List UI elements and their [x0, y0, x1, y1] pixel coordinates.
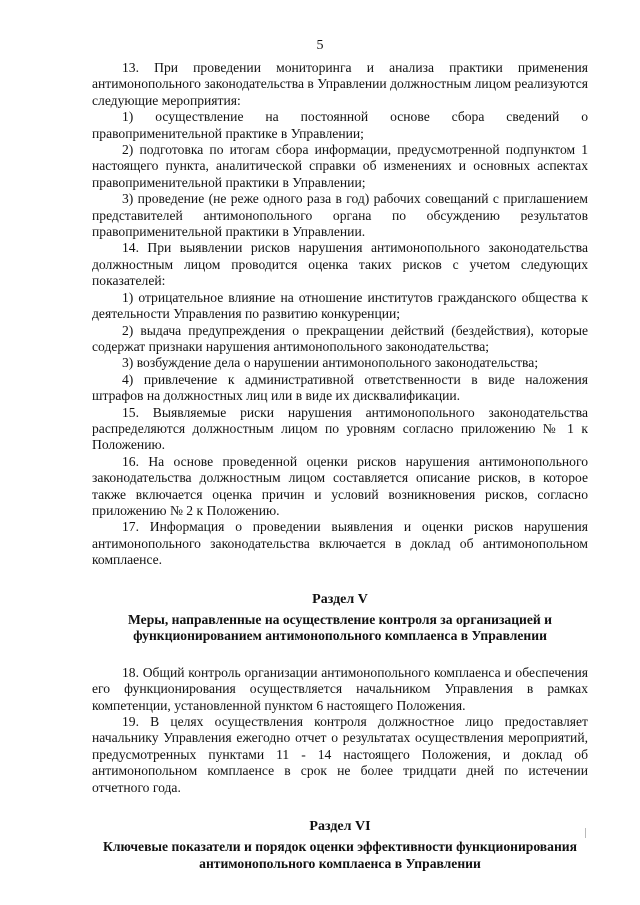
section-5-title: Меры, направленные на осуществление контроля за организацией и функционированием антимонопольного комплаенса в Управлении	[128, 611, 552, 644]
paragraph-13: 13. При проведении мониторинга и анализа практики применения антимонопольного законодательства в Управлении должностным лицом реализуются следующие мероприятия:	[92, 60, 588, 108]
page-number: 5	[316, 38, 324, 53]
paragraph-14-item-2: 2) выдача предупреждения о прекращении действий (бездействия), которые содержат признаки нарушения антимонопольного законодательства;	[92, 322, 588, 354]
paragraph-13-item-2: 2) подготовка по итогам сбора информации, предусмотренной подпунктом 1 настоящего пункта, аналитической справки об изменениях и основных аспектах правоприменительной практики в Управлении;	[92, 142, 588, 190]
margin-mark	[585, 828, 586, 838]
paragraph-14-item-1: 1) отрицательное влияние на отношение институтов гражданского общества к деятельности Управления по развитию конкуренции;	[92, 289, 588, 322]
section-5-label: Раздел V	[312, 591, 368, 607]
paragraph-19: 19. В целях осуществления контроля должностное лицо предоставляет начальнику Управления ежегодно отчет о результатах осуществления мероприятий, предусмотренных пунктами 11 - 14 настоящего Положения, и доклад об антимонопольном комплаенсе в срок не более тридцати дней по истечении отчетного года.	[92, 714, 588, 795]
paragraph-13-item-1: 1) осуществление на постоянной основе сбора сведений о правоприменительной практике в Управлении;	[92, 109, 588, 141]
paragraph-14-item-4: 4) привлечение к административной ответственности в виде наложения штрафов на должностных лиц или в виде их дисквалификации.	[92, 371, 588, 404]
section-6-title: Ключевые показатели и порядок оценки эффективности функционирования антимонопольного комплаенса в Управлении	[103, 839, 577, 871]
paragraph-14: 14. При выявлении рисков нарушения антимонопольного законодательства должностным лицом проводится оценка таких рисков с учетом следующих показателей:	[92, 240, 588, 289]
paragraph-17: 17. Информация о проведении выявления и оценки рисков нарушения антимонопольного законодательства включается в доклад об антимонопольном комплаенсе.	[92, 519, 588, 568]
paragraph-16: 16. На основе проведенной оценки рисков нарушения антимонопольного законодательства должностным лицом составляется описание рисков, в которое также включается оценка причин и условий возникновения рисков, согласно приложению № 2 к Положению.	[92, 453, 588, 518]
paragraph-18: 18. Общий контроль организации антимонопольного комплаенса и обеспечения его функционирования осуществляется начальником Управления в рамках компетенции, установленной пунктом 6 настоящего Положения.	[92, 664, 588, 713]
document-body	[92, 60, 588, 872]
section-6-label: Раздел VI	[309, 819, 371, 835]
paragraph-14-item-3: 3) возбуждение дела о нарушении антимонопольного законодательства;	[122, 355, 539, 371]
paragraph-13-item-3: 3) проведение (не реже одного раза в год) рабочих совещаний с приглашением представителей антимонопольного органа по обсуждению результатов правоприменительной практики в Управлении.	[92, 191, 588, 240]
paragraph-15: 15. Выявляемые риски нарушения антимонопольного законодательства распределяются должностным лицом по уровням согласно приложению № 1 к Положению.	[92, 404, 588, 453]
